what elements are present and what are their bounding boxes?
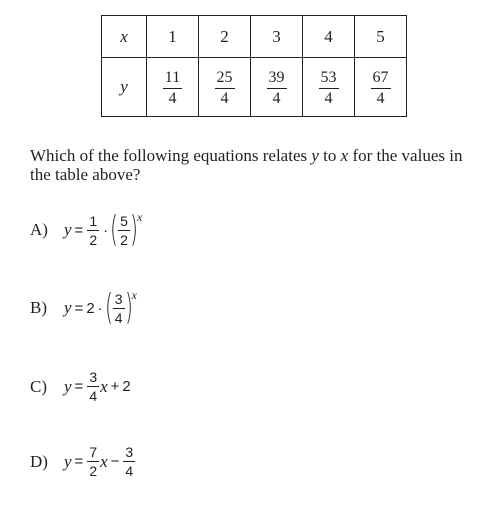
multiply-dot: · [97,299,103,317]
y-header: y [120,77,128,96]
option-letter: A) [30,220,48,239]
numerator: 3 [125,444,134,460]
x-value: 2 [220,26,229,46]
denominator: 2 [89,463,98,479]
coefficient-fraction [87,214,99,247]
denominator: 4 [89,388,98,404]
x-var: x [100,451,108,471]
y-value-fraction [215,70,235,107]
table-row-x [102,16,407,58]
denominator: 2 [120,231,128,248]
lhs-var: y [64,451,72,471]
constant: 2 [122,378,131,395]
denominator: 4 [125,463,134,479]
option-letter: C) [30,376,47,396]
option-letter: B) [30,298,47,317]
x-cell [199,16,251,58]
y-value-fraction [163,70,182,107]
y-denominator: 4 [168,90,177,107]
x-cell [355,16,407,58]
y-cell [355,58,407,117]
denominator: 2 [89,231,98,248]
x-header-cell [102,16,147,58]
y-denominator: 4 [220,90,229,107]
x-value: 1 [168,26,177,46]
y-numerator: 11 [163,70,182,89]
answer-option-d[interactable] [30,445,136,478]
question-text [30,146,480,184]
answer-option-c[interactable] [30,370,131,403]
coefficient-fraction [87,445,99,478]
answer-option-b[interactable] [30,287,137,328]
x-var: x [100,376,108,396]
x-value: 5 [376,26,385,46]
y-denominator: 4 [324,90,333,107]
option-d-equation [64,445,136,478]
y-cell [303,58,355,117]
question-var-x: x [340,146,349,165]
answer-option-a[interactable] [30,209,143,250]
y-cell [251,58,303,117]
base-fraction [113,292,125,325]
x-cell [303,16,355,58]
numerator: 5 [120,212,128,229]
exponent: x [131,288,137,302]
y-header-cell [102,58,147,117]
option-letter: D) [30,451,48,471]
y-value-fraction [319,70,339,107]
denominator: 4 [114,309,123,326]
option-c-equation [64,370,131,403]
question-part: for the values in the table above? [30,146,463,184]
y-numerator: 39 [267,70,287,89]
equals-sign: = [74,299,84,317]
x-cell [147,16,199,58]
y-denominator: 4 [272,90,281,107]
option-b-equation [64,287,137,328]
constant-fraction [123,445,135,478]
exponent: x [137,210,143,224]
equals-sign: = [74,453,84,470]
x-value: 3 [272,26,281,46]
coefficient-fraction [87,370,99,403]
y-cell [147,58,199,117]
table-row-y [102,58,407,117]
lhs-var: y [64,376,72,396]
left-paren: ( [104,287,113,328]
multiply-dot: · [103,221,109,239]
y-numerator: 67 [371,70,391,89]
numerator: 7 [89,444,98,460]
y-value-fraction [371,70,391,107]
x-value: 4 [324,26,333,46]
x-header: x [120,26,128,46]
numerator: 1 [89,212,98,229]
question-var-y: y [311,146,319,165]
y-cell [199,58,251,117]
equals-sign: = [74,221,84,239]
x-cell [251,16,303,58]
numerator: 3 [89,369,98,385]
y-numerator: 25 [215,70,235,89]
lhs-var: y [64,220,72,239]
y-value-fraction [267,70,287,107]
right-paren: ) [130,209,138,250]
coefficient: 2 [86,299,95,317]
y-numerator: 53 [319,70,339,89]
question-part: to [318,146,341,165]
values-table [101,15,407,117]
option-a-equation [64,209,143,250]
base-fraction [118,214,130,247]
equals-sign: = [74,378,84,395]
plus-sign: + [110,378,120,395]
question-part: Which of the following equations relates [30,146,312,165]
right-paren: ) [124,287,133,328]
y-denominator: 4 [376,90,385,107]
minus-sign: − [110,453,120,470]
numerator: 3 [114,290,123,307]
lhs-var: y [64,298,72,317]
left-paren: ( [110,209,118,250]
